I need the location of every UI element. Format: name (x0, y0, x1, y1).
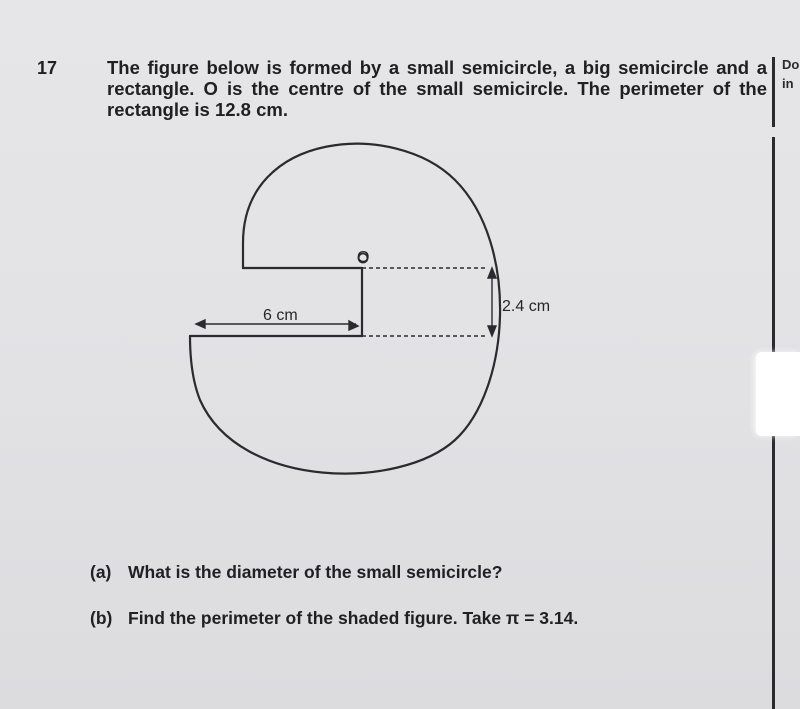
part-b-letter: (b) (90, 608, 113, 628)
question-number: 17 (37, 58, 58, 78)
stem-line-1: The figure below is formed by a small semicircle, a big semicircle and a (107, 57, 767, 78)
width-label: 6 cm (263, 307, 298, 324)
margin-note-do: Do (782, 57, 800, 72)
height-arrow-top (488, 268, 496, 278)
big-semicircle-arc (190, 144, 500, 474)
stem-line-2: rectangle. O is the centre of the small semicircle. The perimeter of the (107, 78, 767, 99)
width-arrow-left (196, 320, 205, 328)
part-b (90, 608, 578, 629)
part-b-text: Find the perimeter of the shaded figure. Take π = 3.14. (128, 608, 579, 628)
part-a-letter: (a) (90, 562, 112, 582)
width-arrow-right (349, 321, 358, 330)
part-a-text: What is the diameter of the small semicircle? (128, 562, 503, 582)
part-a (90, 562, 502, 583)
height-arrow-bottom (488, 326, 496, 336)
centre-label: O (357, 249, 370, 266)
height-label: 2.4 cm (502, 298, 551, 315)
stem-line-3: rectangle is 12.8 cm. (107, 99, 288, 120)
margin-note-in: in (782, 76, 794, 91)
